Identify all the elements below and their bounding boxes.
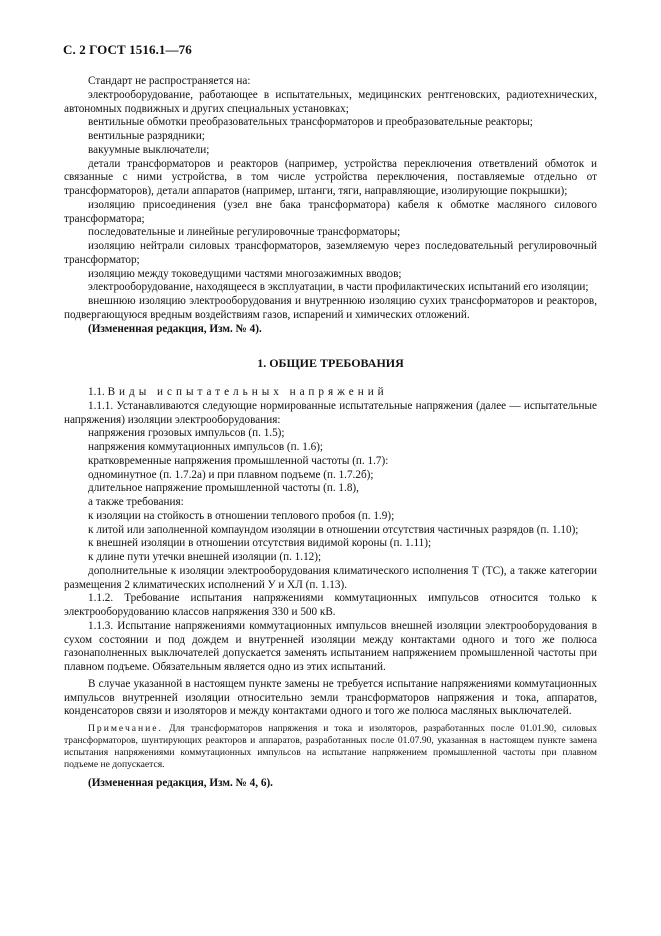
list-item: к длине пути утечки внешней изоляции (п. 1.12); bbox=[88, 551, 322, 563]
subsection-number: 1.1. bbox=[88, 386, 105, 398]
section-heading: 1. ОБЩИЕ ТРЕБОВАНИЯ bbox=[257, 356, 404, 371]
list-item: а также требования: bbox=[88, 496, 184, 508]
amendment-note: (Измененная редакция, Изм. № 4). bbox=[88, 322, 262, 335]
document-body bbox=[64, 75, 597, 791]
intro-paragraph: электрооборудование, находящееся в эксплуатации, в части профилактических испытаний его изоляции; bbox=[88, 281, 589, 294]
intro-paragraph: электрооборудование, работающее в испытательных, медицинских рентгеновских, радиотехнических, автономных подвижных и других специальных установках; bbox=[64, 88, 597, 115]
intro-paragraph: последовательные и линейные регулировочные трансформаторы; bbox=[88, 226, 401, 239]
note-paragraph bbox=[64, 723, 597, 771]
intro-paragraph: вакуумные выключатели; bbox=[88, 143, 210, 156]
list-item: дополнительные к изоляции электрооборудования климатического исполнения Т (ТС), а также категории размещения 2 климатических исполнений У и ХЛ (п. 1.13). bbox=[64, 564, 597, 591]
intro-paragraph: вентильные обмотки преобразовательных трансформаторов и преобразовательные реакторы; bbox=[88, 116, 533, 129]
intro-paragraph: Стандарт не распространяется на: bbox=[88, 75, 251, 87]
subsection-title bbox=[64, 386, 597, 400]
note-text: Для трансформаторов напряжения и тока и изоляторов, разработанных после 01.01.90, силовых трансформаторов, шунтирующих реакторов и аппаратов, разработанных после 01.07.90, указанная в настоящем пункте замена испытания напряжениями коммутационных импульсов на испытание напряжением промышленной частоты при плавном подъеме не допускается. bbox=[64, 723, 597, 770]
clause-paragraph: 1.1.2. Требование испытания напряжениями коммутационных импульсов относится только к электрооборудованию классов напряжения 330 и 500 кВ. bbox=[64, 592, 597, 618]
clause-paragraph: 1.1.1. Устанавливаются следующие нормированные испытательные напряжения (далее — испытательные напряжения) изоляции электрооборудования: bbox=[64, 399, 597, 426]
subsection-title-text: Виды испытательных напряжений bbox=[107, 386, 388, 398]
list-item: к внешней изоляции в отношении отсутствия видимой короны (п. 1.11); bbox=[88, 537, 432, 550]
clause-paragraph: 1.1.3. Испытание напряжениями коммутационных импульсов внешней изоляции электрооборудования в сухом состоянии и под дождем и внутренней изоляции между контактами одного и того же полюса газонаполненных выключателей допускается заменять испытанием напряжением промышленной частоты при плавном подъеме. Обязательным является одно из этих испытаний. bbox=[64, 619, 597, 673]
list-item: к изоляции на стойкость в отношении теплового пробоя (п. 1.9); bbox=[88, 509, 395, 522]
list-item: напряжения коммутационных импульсов (п. 1.6); bbox=[88, 441, 324, 453]
list-item: к литой или заполненной компаундом изоляции в отношении отсутствия частичных разрядов (п. 1.10); bbox=[88, 523, 579, 536]
intro-paragraph: изоляцию присоединения (узел вне бака трансформатора) кабеля к обмотке масляного силового трансформатора; bbox=[64, 198, 597, 225]
intro-paragraph: изоляцию нейтрали силовых трансформаторов, заземляемую через последовательный регулировочный трансформатор; bbox=[64, 240, 597, 266]
intro-paragraph: вентильные разрядники; bbox=[88, 130, 205, 142]
list-item: длительное напряжение промышленной частоты (п. 1.8), bbox=[88, 482, 359, 495]
note-label: Примечание. bbox=[88, 723, 163, 734]
intro-paragraph: изоляцию между токоведущими частями многозажимных вводов; bbox=[88, 267, 402, 280]
list-item: напряжения грозовых импульсов (п. 1.5); bbox=[88, 427, 285, 440]
intro-paragraph: внешнюю изоляцию электрооборудования и внутреннюю изоляцию сухих трансформаторов и реакторов, подвергающуюся вредным воздействиям газов, испарений и химических отложений. bbox=[64, 295, 597, 321]
clause-paragraph: В случае указанной в настоящем пункте замены не требуется испытание напряжениями коммутационных импульсов внутренней изоляции относительно земли трансформаторов напряжения и тока, аппаратов, конденсаторов связи и изоляторов и между контактами одного и того же полюса масляных выключателей. bbox=[64, 677, 597, 718]
list-item: кратковременные напряжения промышленной частоты (п. 1.7): bbox=[88, 454, 389, 467]
amendment-note: (Измененная редакция, Изм. № 4, 6). bbox=[88, 777, 273, 789]
intro-paragraph: детали трансформаторов и реакторов (например, устройства переключения ответвлений обмоток и связанные с ними устройства, в том числе устройства переключения, поставляемые отдельно от трансформаторов), детали аппаратов (например, штанги, тяги, направляющие, изолирующие покрышки); bbox=[64, 157, 597, 197]
page-header: С. 2 ГОСТ 1516.1—76 bbox=[63, 42, 192, 57]
list-item: одноминутное (п. 1.7.2а) и при плавном подъеме (п. 1.7.2б); bbox=[88, 468, 374, 481]
